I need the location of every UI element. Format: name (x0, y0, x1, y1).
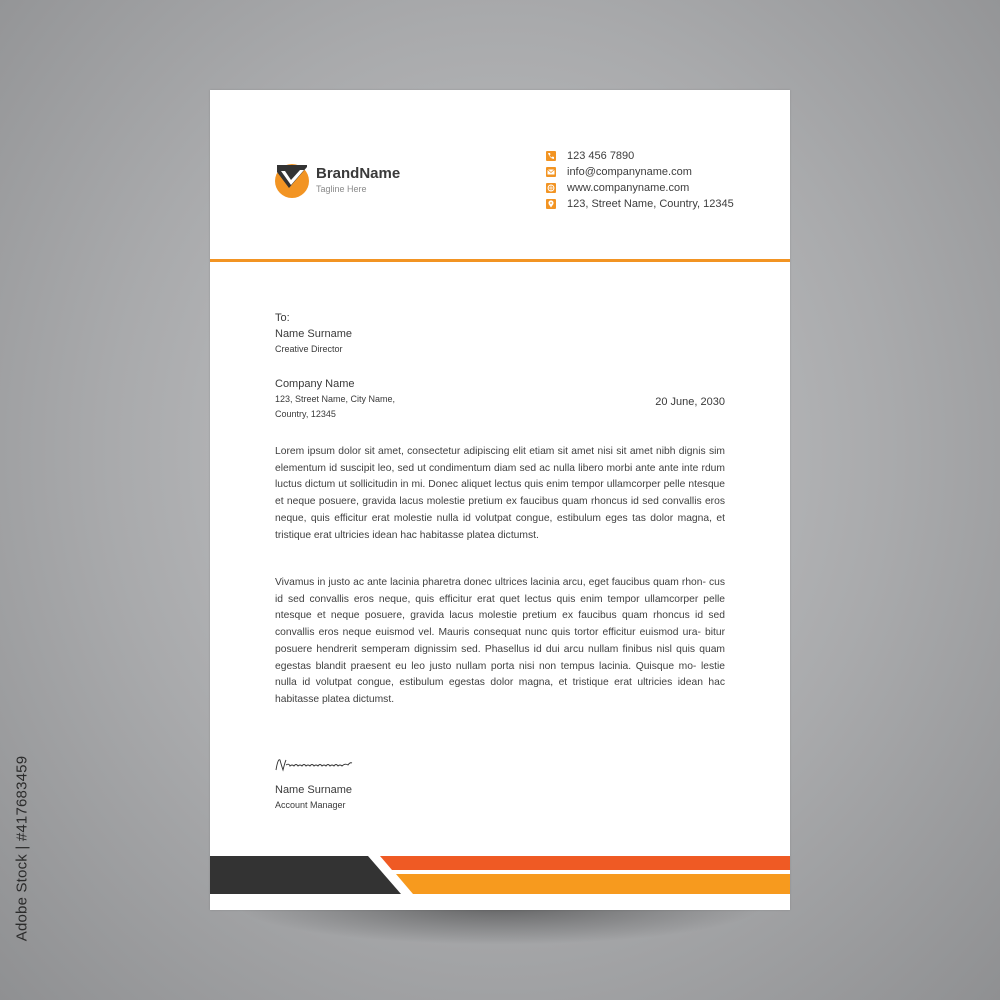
body-paragraph-1: Lorem ipsum dolor sit amet, consectetur adipiscing elit etiam sit amet nisi sit amet nibh dignis sim elementum id suscipit leo, sed ut condimentum diam sed ac nulla libero morbi ante ante inte rdum luctus dictum ut sollicitudin in mi. Donec aliquet lectus quis enim tempor ullamcorper pelle ntesque et neque posuere, gravida lacus molestie pretium ex faucibus quam rhoncus id sed convallis eros neque, quis efficitur erat molestie nulla id volutpat congue, estibulum eges tas dolor magna, et tristique erat ultricies idean hac habitasse platea dictumst. (275, 446, 725, 541)
footer-band (210, 856, 790, 894)
company-address-line1: 123, Street Name, City Name, (275, 394, 396, 404)
contact-web-text: www.companyname.com (567, 182, 690, 194)
company-address-line2: Country, 12345 (275, 409, 336, 419)
sender-block (275, 782, 352, 813)
letterhead-page (210, 90, 790, 910)
signature (274, 754, 354, 774)
company-name: Company Name (275, 378, 355, 390)
recipient-block (275, 310, 352, 357)
company-block (275, 376, 395, 422)
letter-date: 20 June, 2030 (655, 396, 725, 408)
recipient-name: Name Surname (275, 328, 353, 340)
contact-phone (546, 148, 734, 164)
brand-logo-icon (274, 163, 310, 199)
contact-block (546, 148, 734, 212)
contact-email-text: info@companyname.com (567, 166, 692, 178)
stock-id-text: Adobe Stock | #417683459 (13, 755, 31, 942)
brand-name: BrandName (316, 165, 401, 182)
footer-orange-stripe (396, 874, 790, 894)
footer-red-stripe (380, 856, 790, 870)
to-label: To: (275, 312, 290, 324)
web-icon (546, 183, 556, 193)
contact-address (546, 196, 734, 212)
header-divider (210, 259, 790, 262)
footer-dark-block (210, 856, 401, 894)
contact-phone-text: 123 456 7890 (567, 150, 635, 162)
contact-web (546, 180, 734, 196)
contact-address-text: 123, Street Name, Country, 12345 (567, 198, 734, 210)
phone-icon (546, 151, 556, 161)
body-paragraph-2: Vivamus in justo ac ante lacinia pharetra donec ultrices lacinia arcu, eget faucibus quam rhon- cus id sed convallis eros neque, quis efficitur erat quet lectus quis enim tempor ullamcorper pelle ntesque et neque posuere, gravida lacus molestie pretium ex faucibus quam rhoncus id sed convallis eros neque euismod vel. Mauris consequat nunc quis tortor efficitur euismod ura- bitur posuere hendrerit semperam dignissim sed. Phasellus id dui arcu nullam finibus nisl quis quam egestas blandit praesent eu leo justo nullam porta nisi non tempus lacinia. Quisque mo- lestie nulla id volutpat congue, estibulum egestas dolor magna, et tristique erat ultricies idean hac habitasse platea dictumst. (275, 577, 725, 705)
stock-id-watermark (2, 755, 32, 960)
brand-tagline: Tagline Here (316, 184, 367, 194)
sender-name: Name Surname (275, 784, 353, 796)
sender-title: Account Manager (275, 800, 346, 810)
paper-shadow (235, 905, 765, 945)
recipient-title: Creative Director (275, 344, 343, 354)
email-icon (546, 167, 556, 177)
location-pin-icon (546, 199, 556, 209)
contact-email (546, 164, 734, 180)
